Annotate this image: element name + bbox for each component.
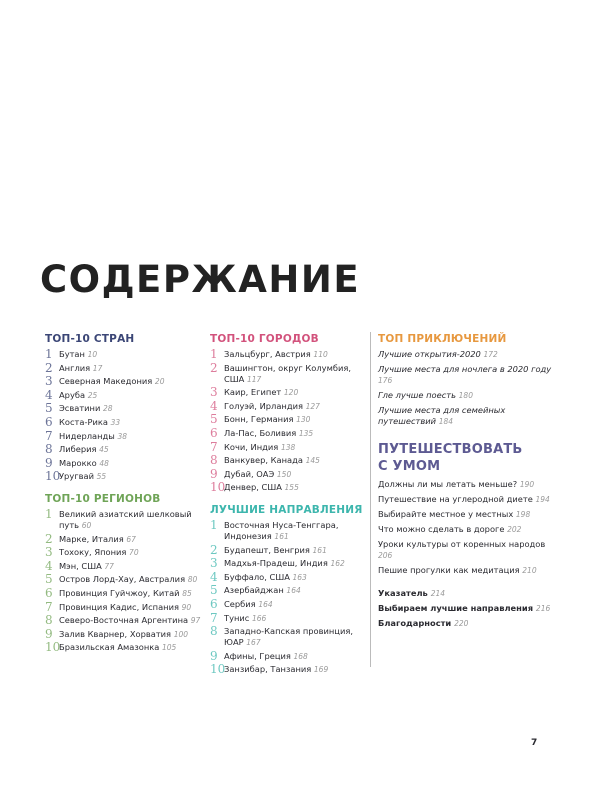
entry-title: Будапешт, Венгрия <box>224 544 310 555</box>
entry-page: 220 <box>454 619 469 628</box>
entry-body <box>224 469 291 480</box>
entry-body <box>224 363 365 385</box>
entry-body <box>59 471 106 482</box>
toc-entry[interactable] <box>210 414 365 425</box>
entry-title: Провинция Гуйчжоу, Китай <box>59 587 180 598</box>
entry-number: 1 <box>45 347 53 361</box>
entry-title: Либерия <box>59 444 97 455</box>
entry-page: 167 <box>246 638 261 648</box>
entry-number: 8 <box>210 624 218 639</box>
entry-page: 25 <box>87 390 98 400</box>
section-adventures <box>378 333 558 427</box>
toc-entry[interactable] <box>210 387 365 398</box>
section-back-matter <box>378 588 558 629</box>
toc-entry[interactable] <box>210 517 365 542</box>
entry-body <box>59 376 164 387</box>
entry-body <box>224 585 301 596</box>
toc-entry[interactable] <box>210 626 365 648</box>
entry-title: Лучшие места для ночлега в 2020 году <box>378 364 552 374</box>
toc-entry[interactable] <box>210 466 365 481</box>
entry-number: 7 <box>210 439 218 454</box>
toc-entry[interactable] <box>210 610 365 625</box>
entry-title: Аруба <box>59 389 86 400</box>
entry-number: 4 <box>210 398 218 413</box>
entry-body <box>224 664 328 675</box>
entry-page: 38 <box>117 431 128 441</box>
entry-page: 163 <box>292 572 307 582</box>
entry-page: 155 <box>284 483 299 493</box>
entry-page: 172 <box>483 350 498 359</box>
toc-entry[interactable] <box>210 439 365 454</box>
entry-title: Выбираем лучшие направления <box>378 603 534 613</box>
entry-page: 70 <box>129 548 139 558</box>
entry-number: 5 <box>45 572 53 587</box>
entry-title: Выбирайте местное у местных <box>378 509 514 519</box>
entry-title: Залив Кварнер, Хорватия <box>59 628 172 639</box>
toc-entry[interactable] <box>378 603 558 614</box>
toc-entry[interactable] <box>45 615 210 626</box>
entry-number: 3 <box>45 545 53 560</box>
toc-entry[interactable] <box>378 618 558 629</box>
section-heading: ЛУЧШИЕ НАПРАВЛЕНИЯ <box>210 503 363 516</box>
entry-number: 9 <box>210 466 218 481</box>
entry-body <box>59 363 102 374</box>
entry-title: Марке, Италия <box>59 533 124 544</box>
entry-number: 8 <box>210 453 218 468</box>
entry-page: 55 <box>96 472 107 482</box>
entry-number: 6 <box>45 414 53 429</box>
entry-title: Восточная Нуса-Тенггара, Индонезия <box>224 519 339 541</box>
entry-title: Уругвай <box>59 471 94 482</box>
entry-page: 194 <box>535 495 550 504</box>
entry-title: Северная Македония <box>59 376 153 387</box>
entry-number: 3 <box>45 374 53 389</box>
toc-entry[interactable] <box>210 425 365 440</box>
entry-page: 198 <box>515 510 531 519</box>
entry-number: 3 <box>210 385 218 400</box>
entry-body <box>59 509 210 531</box>
entry-body <box>224 387 298 398</box>
entry-title: Дубай, ОАЭ <box>224 468 275 479</box>
toc-entry[interactable] <box>45 403 210 414</box>
entry-page: 162 <box>330 559 345 569</box>
entry-title: Ванкувер, Канада <box>224 455 303 466</box>
entry-number: 1 <box>210 517 218 532</box>
entry-body <box>224 520 365 542</box>
entry-number: 7 <box>45 599 53 614</box>
page-title: СОДЕРЖАНИЕ <box>40 258 361 301</box>
entry-body <box>224 613 266 624</box>
entry-page: 164 <box>286 586 301 596</box>
entry-page: 48 <box>99 458 109 468</box>
entry-title: Марокко <box>59 457 97 468</box>
section-regions <box>45 493 210 653</box>
toc-entry[interactable] <box>45 387 210 402</box>
entry-title: Буффало, США <box>224 571 290 582</box>
page-number: 7 <box>531 738 538 748</box>
entry-title: Денвер, США <box>224 482 282 493</box>
entry-body <box>59 615 200 626</box>
entry-body <box>59 403 113 414</box>
entry-body <box>59 534 136 545</box>
toc-entry[interactable] <box>210 482 365 493</box>
entry-number: 5 <box>45 401 53 416</box>
entry-body <box>224 428 313 439</box>
entry-number: 4 <box>210 569 218 584</box>
entry-page: 216 <box>535 604 551 613</box>
section-heading: ТОП-10 ГОРОДОВ <box>210 333 319 345</box>
entry-page: 176 <box>378 376 393 385</box>
entry-page: 190 <box>519 480 535 489</box>
entry-page: 202 <box>507 525 522 534</box>
entry-title: Афины, Греция <box>224 650 291 661</box>
entry-title: Гле лучше поесть <box>378 390 457 400</box>
toc-entry[interactable] <box>45 471 210 482</box>
entry-page: 117 <box>246 374 262 384</box>
entry-body <box>224 599 273 610</box>
entry-number: 9 <box>210 648 218 663</box>
toc-entry[interactable] <box>45 414 210 429</box>
entry-page: 150 <box>276 469 292 479</box>
entry-title: Занзибар, Танзания <box>224 664 312 675</box>
toc-entry[interactable] <box>378 588 558 599</box>
toc-entry[interactable] <box>45 599 210 614</box>
entry-page: 164 <box>258 599 273 609</box>
entry-title: Бонн, Германия <box>224 414 294 425</box>
entry-title: Северо-Восточная Аргентина <box>59 615 189 626</box>
entry-number: 4 <box>45 387 53 402</box>
entry-page: 161 <box>274 531 289 541</box>
toc-entry[interactable] <box>45 558 210 573</box>
toc-entry[interactable] <box>210 569 365 584</box>
entry-page: 214 <box>430 589 446 598</box>
entry-page: 166 <box>252 613 267 623</box>
entry-title: Путешествие на углеродной диете <box>378 494 533 504</box>
entry-title: Ла-Пас, Боливия <box>224 427 297 438</box>
entry-number: 6 <box>210 425 218 440</box>
entry-number: 5 <box>210 412 218 427</box>
entry-body <box>59 629 188 640</box>
entry-number: 3 <box>210 556 218 571</box>
entry-title: Западно-Капская провинция, ЮАР <box>224 626 353 648</box>
toc-entry[interactable] <box>378 539 558 561</box>
entry-page: 206 <box>378 551 393 560</box>
entry-number: 7 <box>45 428 53 443</box>
entry-body <box>224 414 310 425</box>
entry-number: 6 <box>45 585 53 600</box>
entry-title: Пешие прогулки как медитация <box>378 565 520 575</box>
entry-title: Благодарности <box>378 618 452 628</box>
section-directions <box>210 504 365 675</box>
entry-number: 8 <box>45 613 53 628</box>
entry-number: 4 <box>45 558 53 573</box>
toc-entry[interactable] <box>210 664 365 675</box>
toc-entry[interactable] <box>378 390 558 401</box>
entry-body <box>224 651 308 662</box>
entry-page: 20 <box>154 377 165 387</box>
entry-title: Тунис <box>224 612 250 623</box>
toc-entry[interactable] <box>378 405 558 427</box>
entry-body <box>59 417 120 428</box>
toc-entry[interactable] <box>378 494 558 505</box>
column-divider <box>370 332 371 667</box>
entry-body <box>224 401 320 412</box>
toc-entry[interactable] <box>45 642 210 653</box>
entry-number: 2 <box>45 360 53 375</box>
entry-page: 135 <box>298 428 314 438</box>
toc-entry[interactable] <box>45 531 210 546</box>
entry-title: Сербия <box>224 598 256 609</box>
entry-body <box>59 642 176 653</box>
entry-number: 9 <box>45 626 53 641</box>
section-heading: ТОП-10 СТРАН <box>45 333 135 345</box>
entry-body <box>224 482 299 493</box>
toc-entry[interactable] <box>45 585 210 600</box>
entry-body <box>224 572 307 583</box>
toc-entry[interactable] <box>45 428 210 443</box>
entry-title: Тохоку, Япония <box>59 547 127 558</box>
entry-page: 127 <box>305 401 320 411</box>
entry-title: Кочи, Индия <box>224 441 279 452</box>
entry-title: Зальцбург, Австрия <box>224 349 311 359</box>
section-smart <box>378 441 558 576</box>
entry-page: 110 <box>313 350 328 359</box>
entry-title: Лучшие места для семейных путешествий <box>378 405 506 426</box>
entry-title: Коста-Рика <box>59 416 108 427</box>
toc-entry[interactable] <box>45 626 210 641</box>
toc-entry[interactable] <box>210 398 365 413</box>
entry-page: 85 <box>182 588 192 598</box>
toc-entry[interactable] <box>378 364 558 386</box>
section-countries <box>45 333 210 482</box>
entry-title: Эсватини <box>59 403 101 414</box>
entry-page: 60 <box>81 520 92 530</box>
entry-title: Англия <box>59 362 91 373</box>
entry-page: 120 <box>283 388 299 398</box>
entry-page: 168 <box>293 651 308 661</box>
column-1 <box>45 333 210 656</box>
column-3 <box>378 333 558 633</box>
section-heading: ПУТЕШЕСТВОВАТЬ С УМОМ <box>378 442 523 474</box>
entry-title: Провинция Кадис, Испания <box>59 601 179 612</box>
section-heading: ТОП ПРИКЛЮЧЕНИЙ <box>378 333 507 345</box>
entry-number: 10 <box>45 640 61 655</box>
entry-body <box>59 561 114 572</box>
entry-page: 10 <box>87 350 98 359</box>
entry-body <box>59 588 192 599</box>
toc-entry[interactable] <box>210 596 365 611</box>
toc-entry[interactable] <box>210 455 365 466</box>
entry-page: 161 <box>312 545 327 555</box>
entry-body <box>59 458 109 469</box>
entry-page: 33 <box>110 417 121 427</box>
entry-body <box>224 442 295 453</box>
entry-title: Бутан <box>59 349 85 359</box>
entry-body <box>59 602 191 613</box>
entry-page: 80 <box>187 575 198 585</box>
toc-entry[interactable] <box>210 648 365 663</box>
toc-entry[interactable] <box>378 479 558 490</box>
section-heading: ТОП-10 РЕГИОНОВ <box>45 492 161 505</box>
entry-number: 10 <box>210 662 226 677</box>
toc-entry[interactable] <box>210 558 365 569</box>
toc-entry[interactable] <box>45 349 210 360</box>
entry-page: 210 <box>522 566 537 575</box>
entry-title: Что можно сделать в дороге <box>378 524 505 534</box>
toc-entry[interactable] <box>45 444 210 455</box>
entry-title: Мадхья-Прадеш, Индия <box>224 558 328 569</box>
entry-title: Нидерланды <box>59 430 115 441</box>
entry-title: Уроки культуры от коренных народов <box>378 539 546 549</box>
entry-title: Бразильская Амазонка <box>59 642 160 653</box>
entry-page: 45 <box>99 445 109 455</box>
entry-title: Великий азиатский шелковый путь <box>59 508 192 530</box>
toc-entry[interactable] <box>210 542 365 557</box>
section-cities <box>210 333 365 493</box>
entry-page: 100 <box>173 629 189 639</box>
entry-page: 180 <box>458 391 473 400</box>
toc-entry[interactable] <box>378 349 558 360</box>
entry-number: 2 <box>210 360 218 375</box>
entry-page: 28 <box>103 404 113 414</box>
toc-entry[interactable] <box>45 360 210 375</box>
entry-page: 77 <box>104 561 114 571</box>
entry-body <box>59 390 97 401</box>
toc-entry[interactable] <box>210 349 365 360</box>
entry-body <box>59 349 97 360</box>
toc-entry[interactable] <box>378 565 558 576</box>
entry-number: 6 <box>210 596 218 611</box>
entry-title: Азербайджан <box>224 585 284 596</box>
entry-page: 17 <box>92 363 103 373</box>
entry-body <box>224 558 345 569</box>
entry-page: 67 <box>126 534 136 544</box>
entry-page: 145 <box>305 456 320 466</box>
toc-entry[interactable] <box>45 376 210 387</box>
entry-body <box>224 455 320 466</box>
entry-number: 5 <box>210 583 218 598</box>
entry-title: Должны ли мы летать меньше? <box>378 479 518 489</box>
entry-number: 9 <box>45 455 53 470</box>
entry-page: 184 <box>438 417 454 426</box>
entry-body <box>224 349 328 360</box>
toc-entry[interactable] <box>45 455 210 470</box>
entry-body <box>224 545 327 556</box>
toc-entry[interactable] <box>45 506 210 531</box>
entry-page: 138 <box>280 442 296 452</box>
entry-title: Указатель <box>378 588 428 598</box>
entry-page: 90 <box>181 602 192 612</box>
entry-title: Остров Лорд-Хау, Австралия <box>59 574 186 585</box>
entry-page: 97 <box>190 616 201 626</box>
entry-title: Вашингтон, округ Колумбия, США <box>224 362 351 384</box>
entry-body <box>59 444 109 455</box>
entry-title: Каир, Египет <box>224 387 282 398</box>
toc-entry[interactable] <box>378 524 558 535</box>
entry-body <box>224 626 365 648</box>
entry-page: 130 <box>296 415 311 425</box>
entry-page: 105 <box>162 643 177 653</box>
toc-entry[interactable] <box>45 547 210 558</box>
entry-title: Мэн, США <box>59 560 102 571</box>
entry-number: 1 <box>210 347 218 361</box>
toc-entry[interactable] <box>210 585 365 596</box>
entry-title: Лучшие открытия-2020 <box>378 349 481 359</box>
entry-number: 10 <box>45 469 61 484</box>
entry-body <box>59 547 139 558</box>
entry-number: 10 <box>210 480 226 495</box>
entry-number: 7 <box>210 610 218 625</box>
toc-entry[interactable] <box>210 360 365 385</box>
entry-number: 2 <box>210 542 218 557</box>
toc-entry[interactable] <box>45 574 210 585</box>
entry-number: 2 <box>45 531 53 546</box>
entry-title: Голуэй, Ирландия <box>224 400 303 411</box>
entry-number: 8 <box>45 442 53 457</box>
entry-body <box>59 574 197 585</box>
toc-entry[interactable] <box>378 509 558 520</box>
entry-number: 1 <box>45 506 53 521</box>
entry-body <box>59 431 127 442</box>
entry-page: 169 <box>313 665 329 675</box>
column-2 <box>210 333 365 678</box>
